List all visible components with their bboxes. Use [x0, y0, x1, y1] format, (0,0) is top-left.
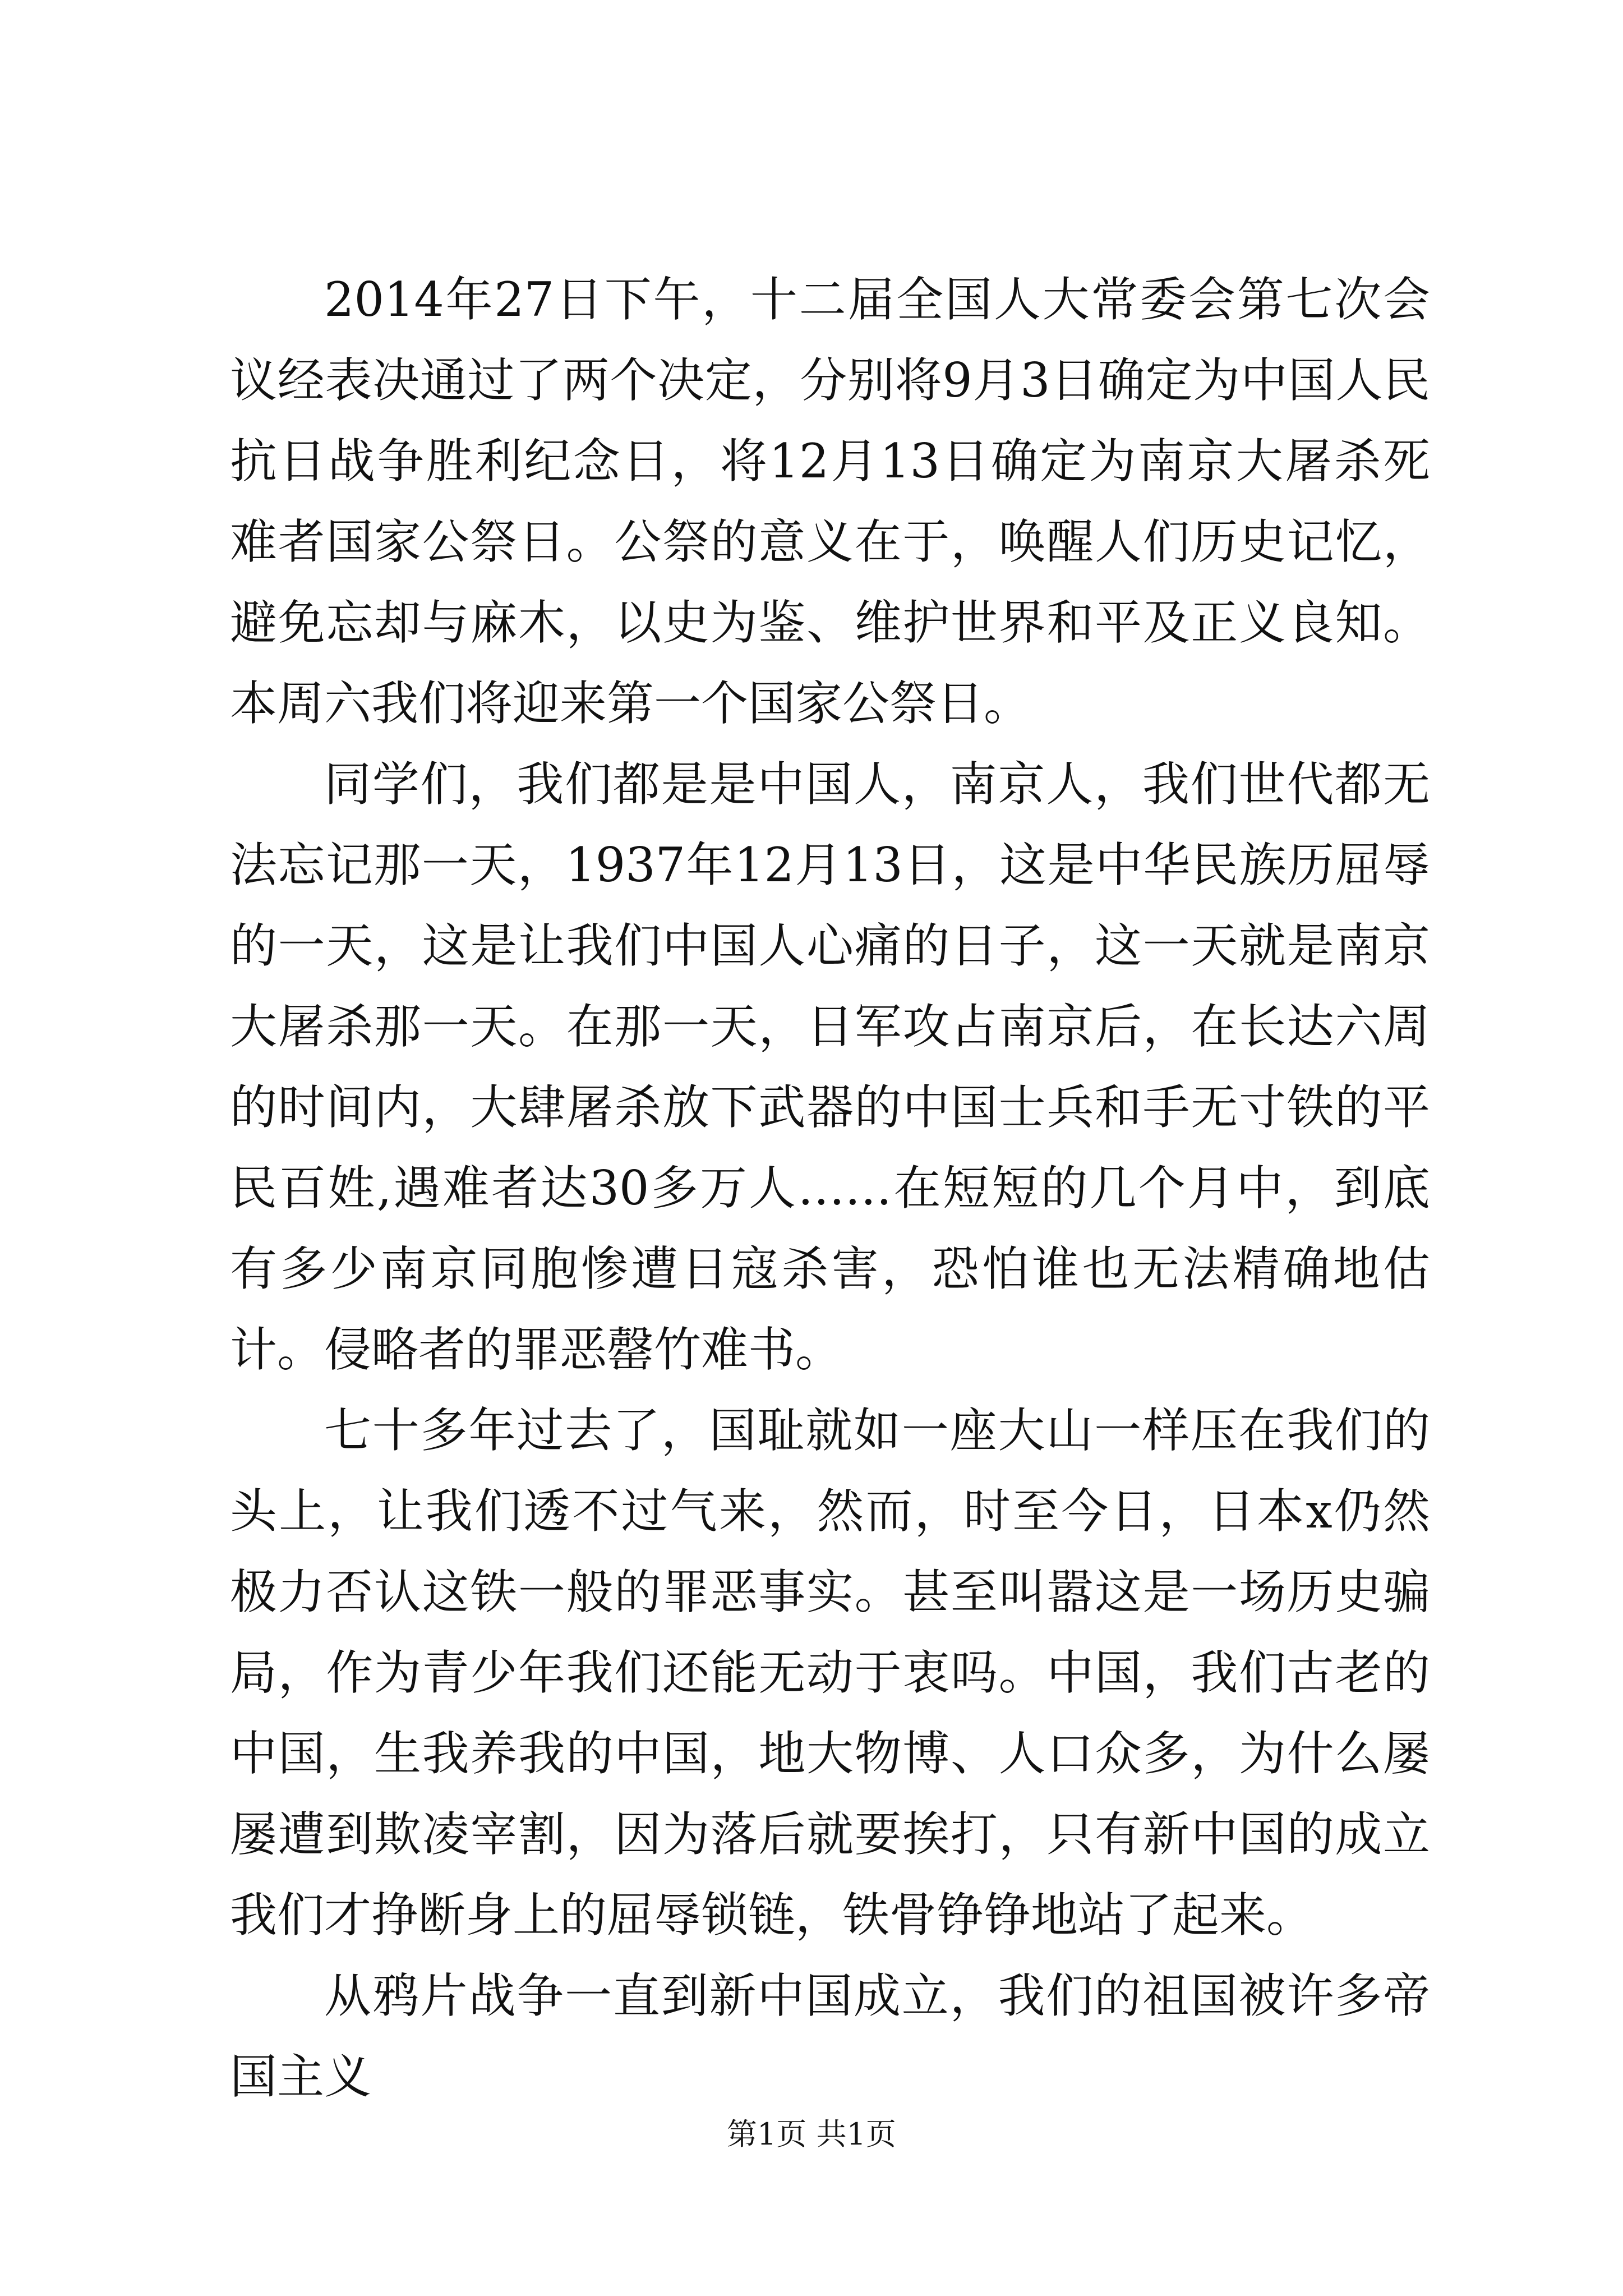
- paragraph-2: 同学们，我们都是是中国人，南京人，我们世代都无法忘记那一天，1937年12月13日，这是中华民族历屈辱的一天，这是让我们中国人心痛的日子，这一天就是南京大屠杀那一天。在那一天，日军攻占南京后，在长达六周的时间内，大肆屠杀放下武器的中国士兵和手无寸铁的平民百姓,遇难者达30多万人……在短短的几个月中，到底有多少南京同胞惨遭日寇杀害，恐怕谁也无法精确地估计。侵略者的罪恶罄竹难书。: [230, 757, 1430, 1377]
- paragraph-3: 七十多年过去了，国耻就如一座大山一样压在我们的头上，让我们透不过气来，然而，时至今日，日本x仍然极力否认这铁一般的罪恶事实。甚至叫嚣这是一场历史骗局，作为青少年我们还能无动于衷吗。中国，我们古老的中国，生我养我的中国，地大物博、人口众多，为什么屡屡遭到欺凌宰割，因为落后就要挨打，只有新中国的成立我们才挣断身上的屈辱锁链，铁骨铮铮地站了起来。: [230, 1403, 1430, 1943]
- paragraph-4: 从鸦片战争一直到新中国成立，我们的祖国被许多帝国主义: [230, 1968, 1430, 2104]
- document-body: [230, 259, 1430, 2117]
- paragraph-1: 2014年27日下午，十二届全国人大常委会第七次会议经表决通过了两个决定，分别将9月3日确定为中国人民抗日战争胜利纪念日，将12月13日确定为南京大屠杀死难者国家公祭日。公祭的意义在于，唤醒人们历史记忆，避免忘却与麻木，以史为鉴、维护世界和平及正义良知。本周六我们将迎来第一个国家公祭日。: [230, 272, 1430, 731]
- page-footer: 第1页 共1页: [727, 2116, 896, 2152]
